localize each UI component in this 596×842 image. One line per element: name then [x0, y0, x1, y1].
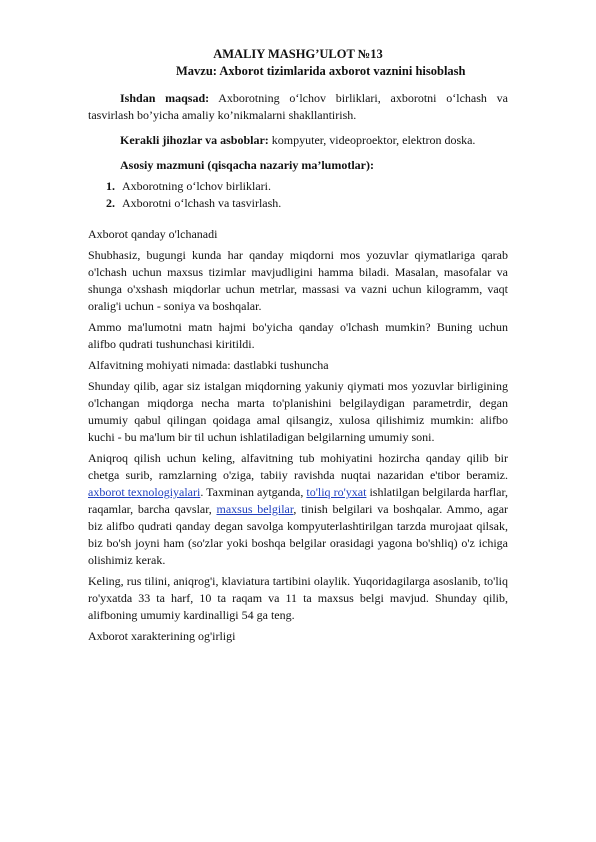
equipment-paragraph — [88, 132, 508, 149]
document-topic: Mavzu: Axborot tizimlarida axborot vaznini hisoblash — [176, 64, 466, 78]
equipment-label: Kerakli jihozlar va asboblar: — [120, 133, 269, 147]
section-heading: Axborot qanday o'lchanadi — [88, 227, 218, 241]
goal-paragraph — [88, 90, 508, 124]
content-heading: Asosiy mazmuni (qisqacha nazariy ma’lumotlar): — [120, 158, 374, 172]
paragraph: Shunday qilib, agar siz istalgan miqdorning yakuniy qiymati mos yozuvlar birligining o'lchangan miqdorga necha marta to'planishini belgilaydigan parametrdir, degan umumiy qabul qilingan qoidaga amal qilsangiz, xulosa qilishimiz mumkin: alifbo kuchi - bu ma'lum bir til uchun ishlatiladigan belgilarning umumiy soni. — [88, 379, 508, 444]
link-axborot-texnologiyalari[interactable]: axborot texnologiyalari — [88, 485, 201, 499]
paragraph: Ammo ma'lumotni matn hajmi bo'yicha qanday o'lchash mumkin? Buning uchun alifbo qudrati tushunchasi kiritildi. — [88, 320, 508, 351]
paragraph: Aniqroq qilish uchun keling, alfavitning tub mohiyatini hozircha qanday qilib bir chetga surib, ramzlarning o'ziga, tabiiy ravishda nuqtai nazaridan e'tibor beramiz. axborot texnologiyalari. Taxminan aytganda, to'liq ro'yxat ishlatilgan belgilarda harflar, raqamlar, barcha qavslar, maxsus belgilar, tinish belgilari va boshqalar. Ammo, agar biz alifbo qudrati qanday degan savolga kompyuterlashtirilgan tarzda murojaat qilsak, biz bo'sh joyni ham (so'zlar yoki boshqa belgilar orasidagi yagona bo'shliq) o'z ichiga olishimiz kerak. — [88, 451, 509, 567]
document-page — [88, 46, 508, 645]
equipment-text: kompyuter, videoproektor, elektron doska. — [268, 133, 476, 147]
paragraph: Keling, rus tilini, aniqrog'i, klaviatura tartibini olaylik. Yuqoridagilarga asoslanib, to'liq ro'yxatda 33 ta harf, 10 ta raqam va 11 ta maxsus belgi mavjud. Shunday qilib, alifboning umumiy kardinalligi 54 ga teng. — [88, 574, 508, 622]
list-item: 2. Axborotni o‘lchash va tasvirlash. — [118, 195, 508, 212]
paragraph: Shubhasiz, bugungi kunda har qanday miqdorni mos yozuvlar qiymatlariga qarab o'lchash uchun maxsus tizimlar mavjudligini hamma biladi. Masalan, masofalar va shunga o'xshash miqdorlar uchun metrlar, massasi va vazni uchun kilogramm, vaqt oralig'i uchun - soniya va boshqalar. — [88, 248, 508, 313]
topic-list — [88, 178, 508, 212]
goal-text: Axborotning o‘lchov birliklari, axborotni o‘lchash va tasvirlash bo’yicha amaliy ko’nikmalarni shakllantirish. — [88, 91, 509, 122]
link-maxsus-belgilar[interactable]: maxsus belgilar — [216, 502, 294, 516]
document-title: AMALIY MASHG’ULOT №13 — [213, 47, 383, 61]
goal-label: Ishdan maqsad: — [120, 91, 210, 105]
link-toliq-royxat[interactable]: to'liq ro'yxat — [306, 485, 367, 499]
section-heading: Alfavitning mohiyati nimada: dastlabki tushuncha — [88, 358, 329, 372]
section-heading: Axborot xarakterining og'irligi — [88, 629, 236, 643]
list-item: 1. Axborotning o‘lchov birliklari. — [118, 178, 508, 195]
